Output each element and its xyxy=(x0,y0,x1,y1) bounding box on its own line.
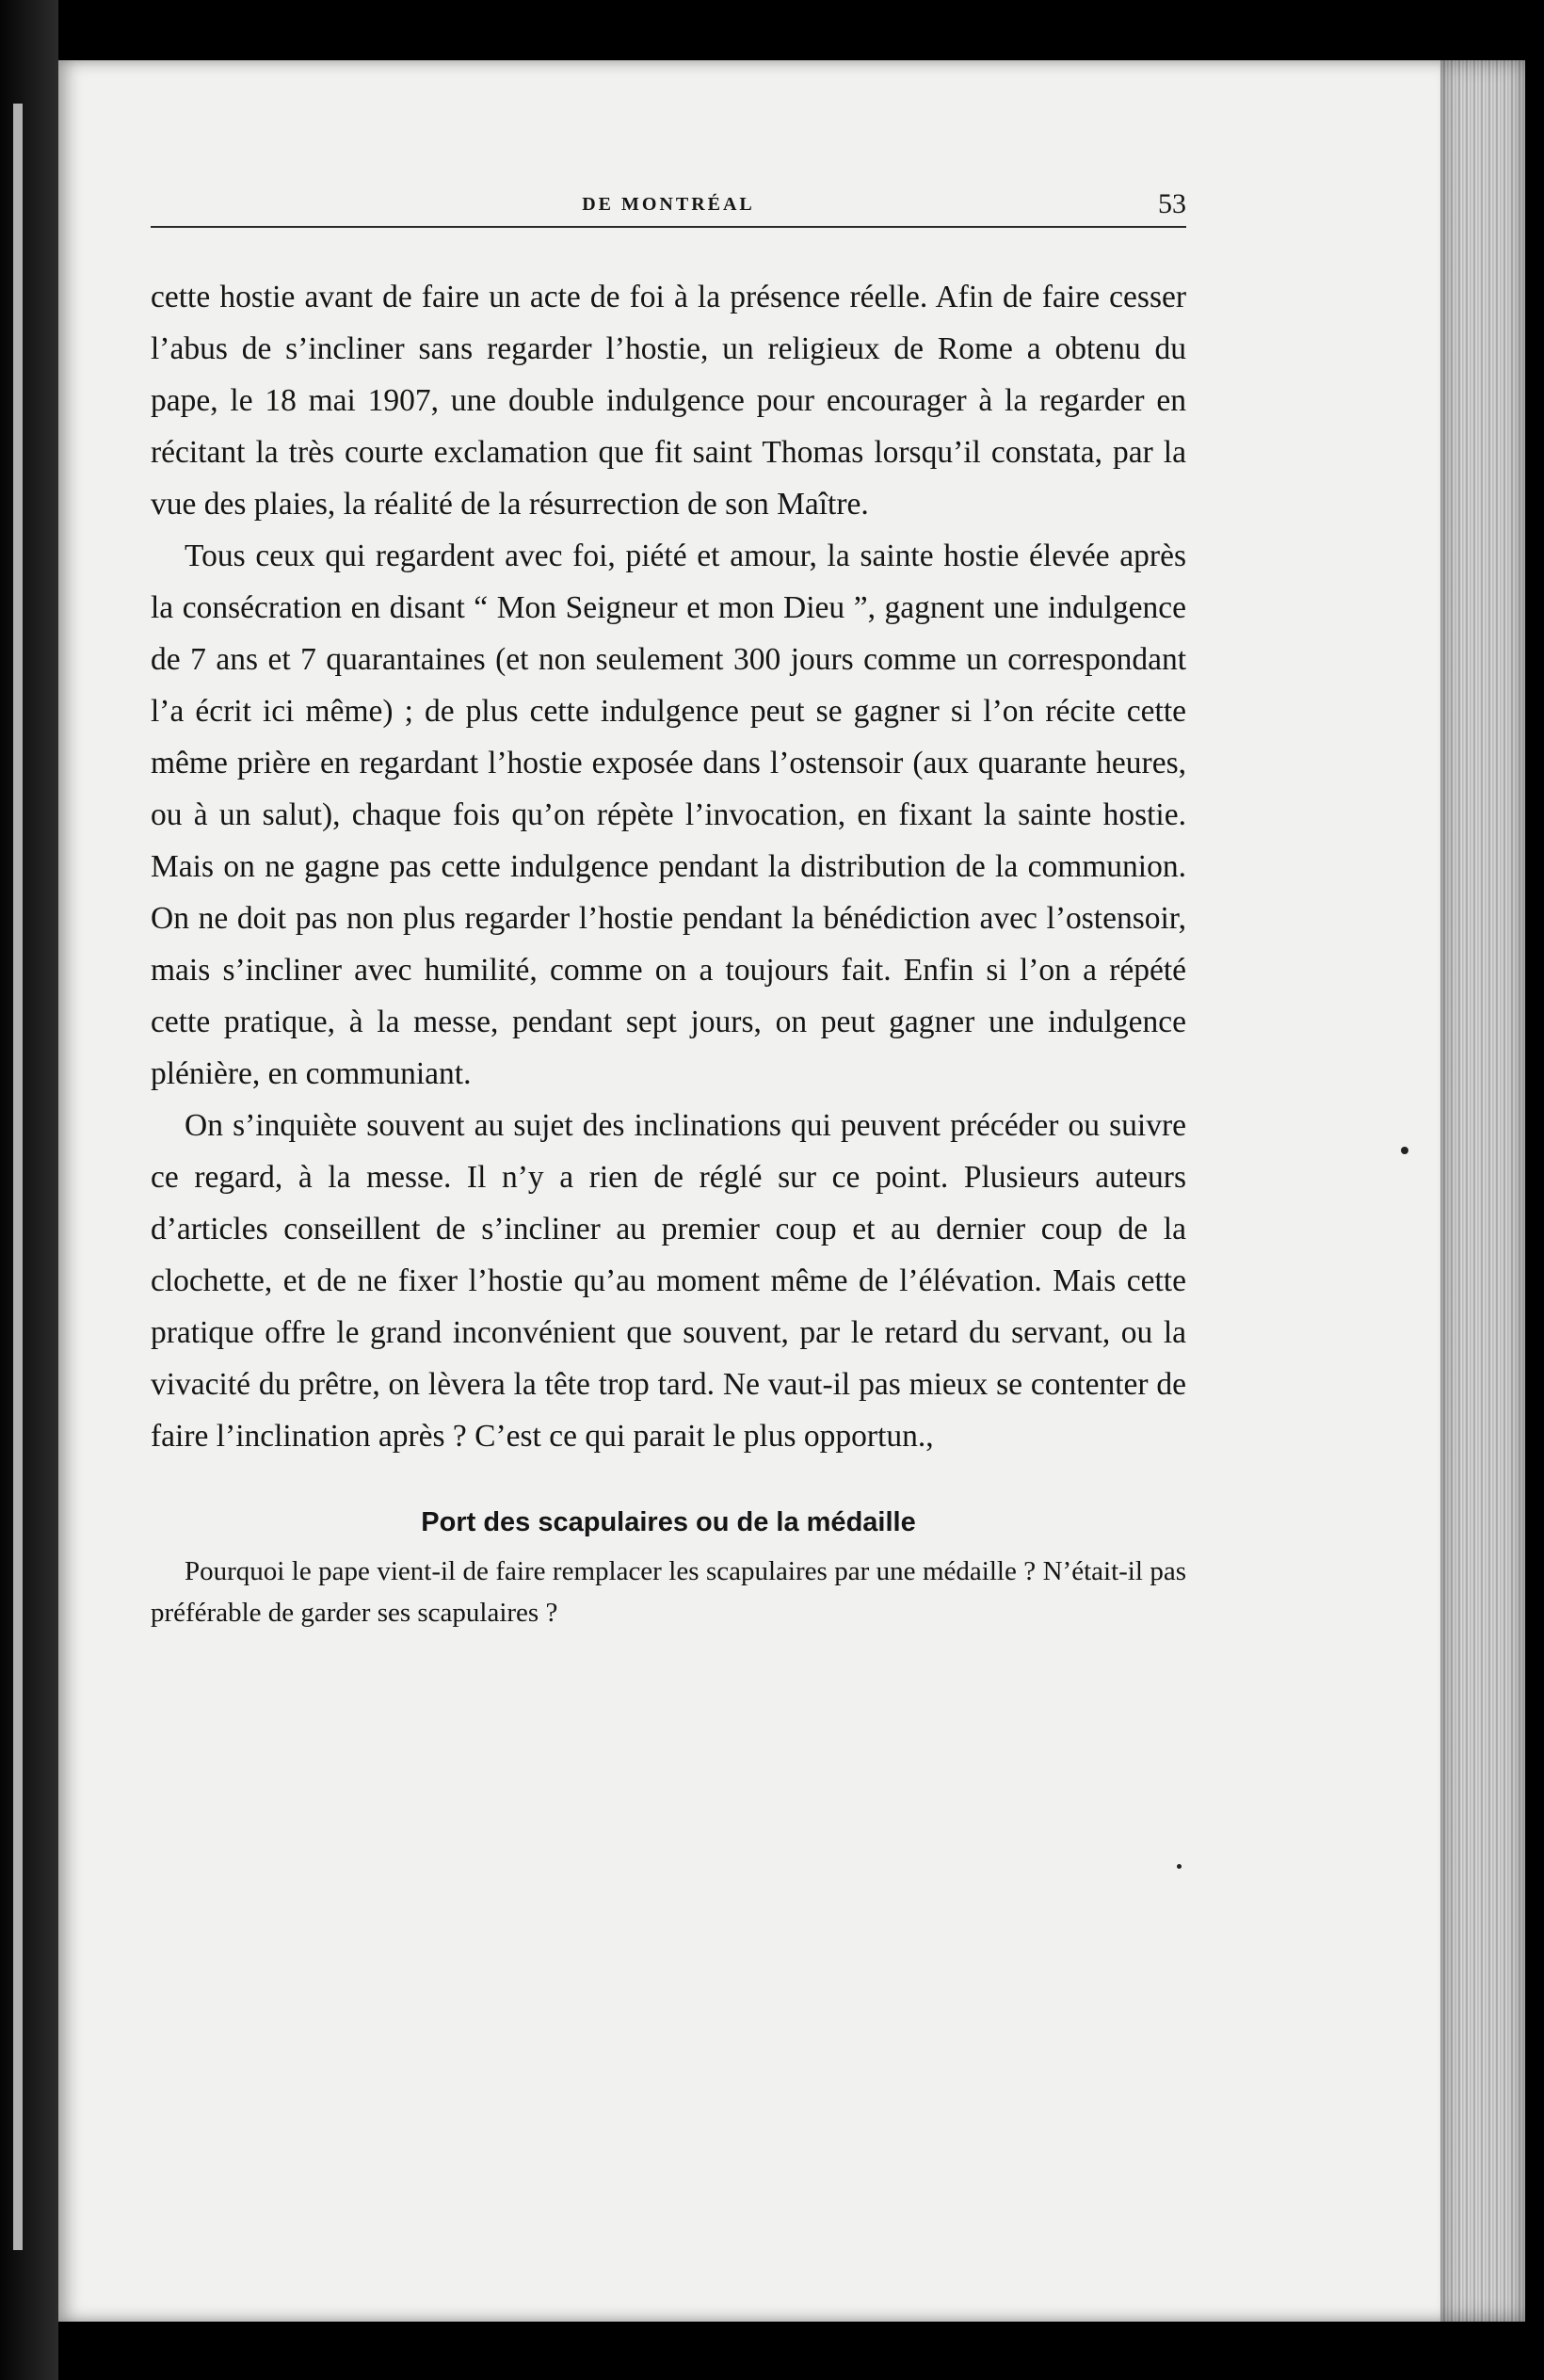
book-binding-edge xyxy=(0,0,58,2380)
section-heading: Port des scapulaires ou de la médaille xyxy=(421,1507,916,1537)
page-stack-edge xyxy=(1440,60,1525,2322)
ink-speck xyxy=(1401,1147,1408,1154)
page-number: 53 xyxy=(1158,188,1186,219)
paragraph: Tous ceux qui regardent avec foi, piété et amour, la sainte hostie élevée après la consécration en disant “ Mon Seigneur et mon Dieu ”, gagnent une indulgence de 7 ans et 7 quarantaines (et non seulement 300 jours comme un correspondant l’a écrit ici même) ; de plus cette indulgence peut se gagner si l’on récite cette même prière en regardant l’hostie exposée dans l’ostensoir (aux quarante heures, ou à un salut), chaque fois qu’on répète l’invocation, en fixant la sainte hostie. Mais on ne gagne pas cette indulgence pendant la distribution de la communion. On ne doit pas non plus regarder l’hostie pendant la bénédiction avec l’ostensoir, mais s’incliner avec humilité, comme on a toujours fait. Enfin si l’on a répété cette pratique, à la messe, pendant sept jours, on peut gagner une indulgence plénière, en communiant. xyxy=(151,539,1186,1091)
paragraph: cette hostie avant de faire un acte de foi à la présence réelle. Afin de faire cesser l’abus de s’incliner sans regarder l’hostie, un religieux de Rome a obtenu du pape, le 18 mai 1907, une double indulgence pour encourager à la regarder en récitant la très courte exclamation que fit saint Thomas lorsqu’il constata, par la vue des plaies, la réalité de la résurrection de son Maître. xyxy=(151,280,1186,522)
body-text xyxy=(151,271,1186,1462)
running-title: DE MONTRÉAL xyxy=(582,194,755,215)
paragraph: On s’inquiète souvent au sujet des inclinations qui peuvent précéder ou suivre ce regard, à la messe. Il n’y a rien de réglé sur ce point. Plusieurs auteurs d’articles conseillent de s’incliner au premier coup et au dernier coup de la clochette, et de ne fixer l’hostie qu’au moment même de l’élévation. Mais cette pratique offre le grand inconvénient que souvent, par le retard du servant, ou la vivacité du prêtre, on lèvera la tête trop tard. Ne vaut-il pas mieux se contenter de faire l’inclination après ? C’est ce qui parait le plus opportun., xyxy=(151,1108,1186,1454)
ink-speck xyxy=(1177,1864,1182,1869)
section-question: Pourquoi le pape vient-il de faire remplacer les scapulaires par une médaille ? N’était-il pas préférable de garder ses scapulaires ? xyxy=(151,1556,1186,1628)
binding-strip xyxy=(13,104,23,2250)
running-head xyxy=(151,188,1186,228)
page-content xyxy=(151,188,1186,1633)
